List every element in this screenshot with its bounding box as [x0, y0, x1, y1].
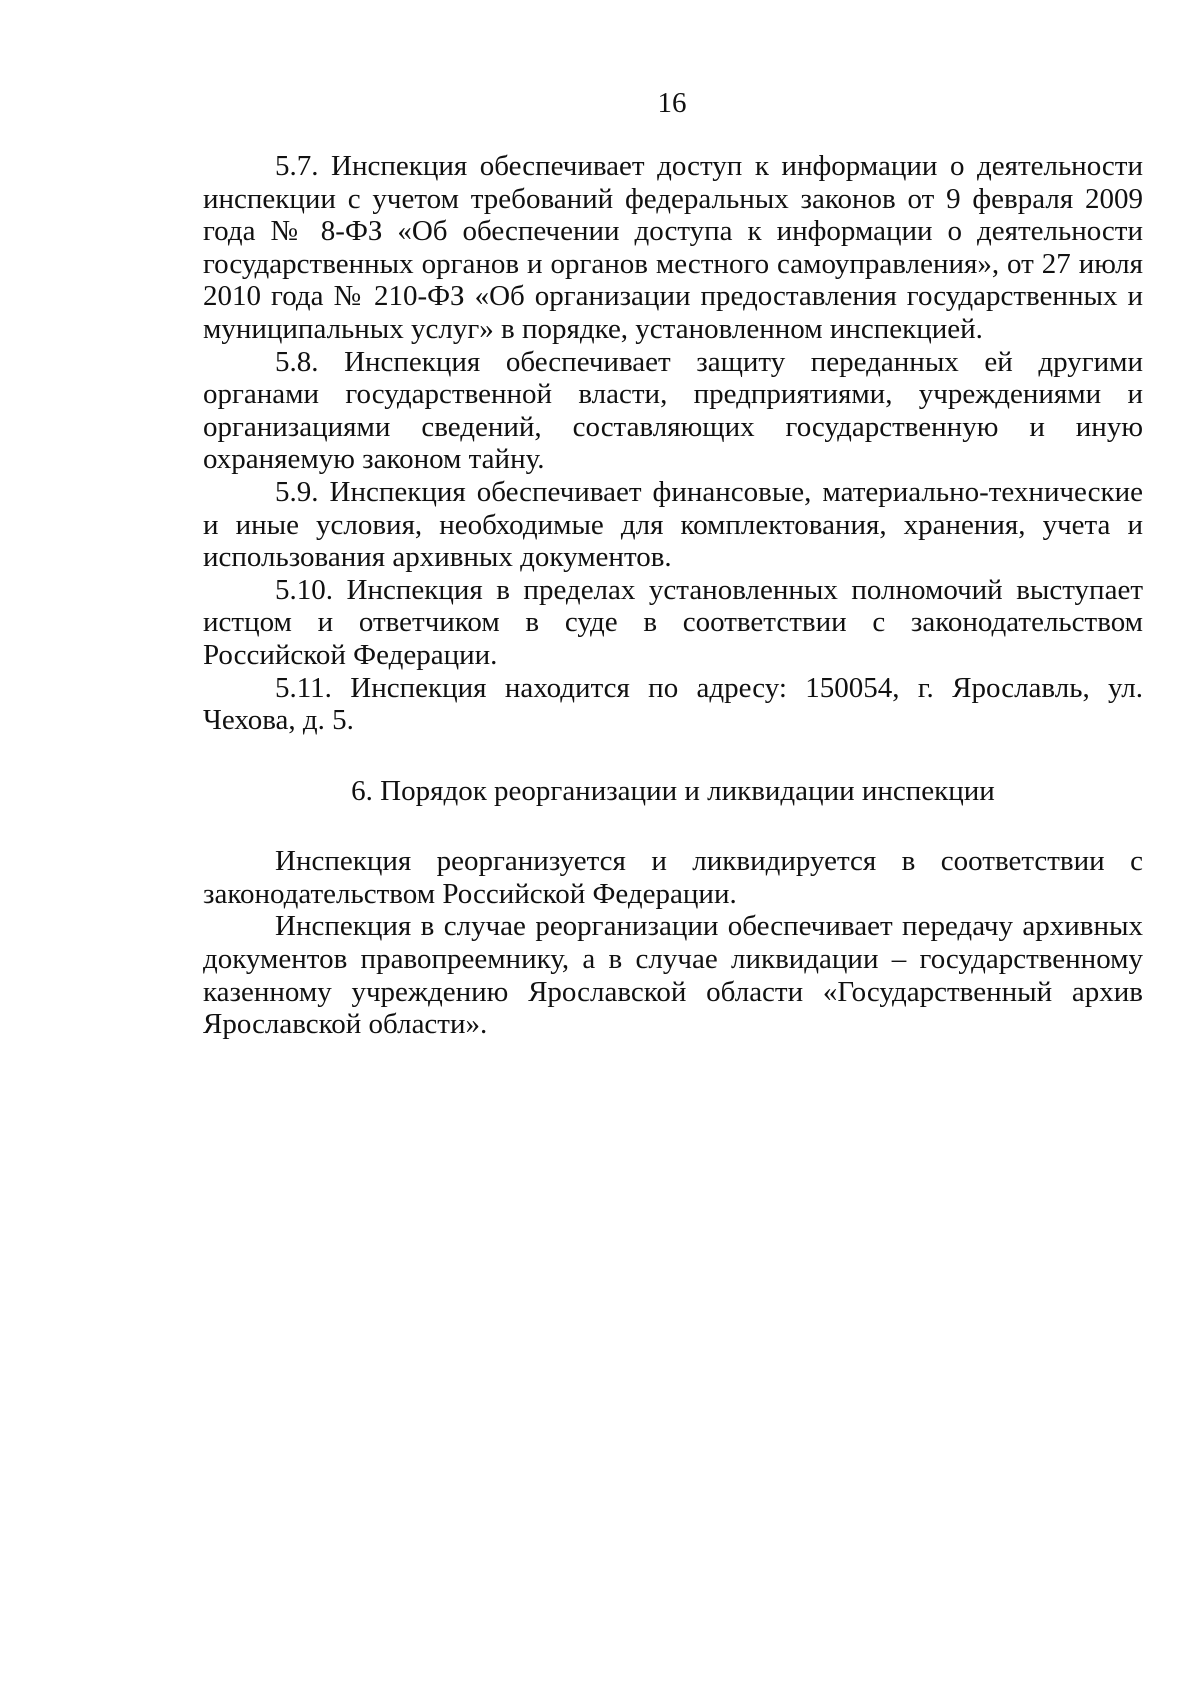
- section-6-heading: 6. Порядок реорганизации и ликвидации инспекции: [351, 774, 995, 807]
- paragraph-5-11: 5.11. Инспекция находится по адресу: 150054, г. Ярославль, ул. Чехова, д. 5.: [203, 671, 1143, 737]
- paragraph-5-9: 5.9. Инспекция обеспечивает финансовые, материально-технические и иные условия, необходимые для комплектования, хранения, учета и использования архивных документов.: [203, 475, 1143, 574]
- paragraph-5-10: 5.10. Инспекция в пределах установленных полномочий выступает истцом и ответчиком в суде в соответствии с законодательством Российской Федерации.: [203, 573, 1143, 671]
- section-6-paragraph-1: Инспекция реорганизуется и ликвидируется в соответствии с законодательством Российской Федерации.: [203, 845, 1143, 910]
- paragraph-5-7: 5.7. Инспекция обеспечивает доступ к информации о деятельности инспекции с учетом требований федеральных законов от 9 февраля 2009 года № 8-ФЗ «Об обеспечении доступа к информации о деятельности государственных органов и органов местного самоуправления», от 27 июля 2010 года № 210-ФЗ «Об организации предоставления государственных и муниципальных услуг» в порядке, установленном инспекцией.: [203, 150, 1143, 345]
- paragraph-5-8: 5.8. Инспекция обеспечивает защиту переданных ей другими органами государственной власти, предприятиями, учреждениями и организациями сведений, составляющих государственную и иную охраняемую законом тайну.: [203, 345, 1143, 476]
- document-body: [203, 150, 1143, 1041]
- section-6-paragraph-2: Инспекция в случае реорганизации обеспечивает передачу архивных документов правопреемнику, а в случае ликвидации – государственному казенному учреждению Ярославской области «Государственный архив Ярославской области».: [203, 910, 1143, 1041]
- page-number: 16: [657, 87, 687, 119]
